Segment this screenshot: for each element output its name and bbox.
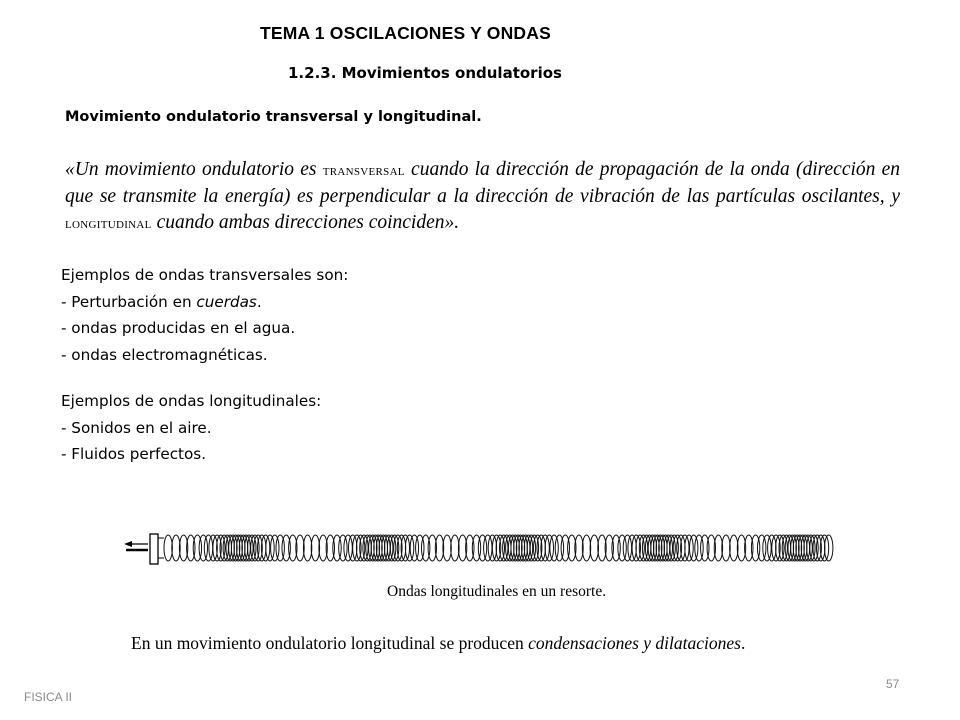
list-item-prefix: - Perturbación en xyxy=(61,292,197,311)
transversal-term: transversal xyxy=(322,163,405,179)
arrow-icon xyxy=(124,541,148,550)
conclusion-statement xyxy=(131,633,745,654)
spring-coil xyxy=(451,535,459,561)
figure-caption: Ondas longitudinales en un resorte. xyxy=(387,583,607,600)
list-item-suffix: . xyxy=(256,292,262,311)
longitudinal-term: longitudinal xyxy=(65,216,152,232)
statement-emphasis: condensaciones y dilataciones xyxy=(528,633,741,653)
statement-text: En un movimiento ondulatorio longitudinal se producen xyxy=(131,633,529,653)
spring-coil xyxy=(164,535,172,561)
spring-coil xyxy=(763,535,771,561)
spring-coil xyxy=(701,535,709,561)
list-item: - ondas electromagnéticas. xyxy=(61,345,268,364)
section-heading: Movimiento ondulatorio transversal y longitudinal. xyxy=(65,109,482,125)
quote-text-1: «Un movimiento ondulatorio es xyxy=(65,159,323,180)
spring-coil xyxy=(758,535,766,561)
section-number-title: 1.2.3. Movimientos ondulatorios xyxy=(288,64,562,82)
statement-suffix: . xyxy=(740,633,746,653)
list-item: - Fluidos perfectos. xyxy=(61,445,207,463)
spring-handle xyxy=(150,534,158,564)
spring-coil xyxy=(282,535,290,561)
transverse-heading: Ejemplos de ondas transversales son: xyxy=(61,266,349,284)
spring-coil xyxy=(339,535,347,561)
spring-coil xyxy=(623,535,631,561)
definition-quote xyxy=(65,157,900,237)
spring-coil xyxy=(410,535,418,561)
longitudinal-heading: Ejemplos de ondas longitudinales: xyxy=(61,392,322,410)
list-item-emphasis: cuerdas xyxy=(196,292,257,311)
spring-coil xyxy=(422,535,430,561)
spring-coil xyxy=(550,535,558,561)
list-item xyxy=(61,289,348,316)
page-number: 57 xyxy=(886,677,900,691)
page-title: TEMA 1 OSCILACIONES Y ONDAS xyxy=(260,23,551,43)
spring-coil xyxy=(199,535,207,561)
spring-coil xyxy=(271,535,279,561)
spring-coil xyxy=(730,535,738,561)
footer-course-label: FISICA II xyxy=(24,690,73,704)
spring-coil xyxy=(590,535,598,561)
quote-text-3: cuando ambas direcciones coinciden». xyxy=(151,212,460,233)
transverse-examples xyxy=(61,262,348,368)
quote-text-2: cuando la dirección de propagación de la onda (dirección en que se transmite la energía) es perpendicular a la dirección de vibración de las partículas oscilantes, y xyxy=(65,159,901,207)
spring-coil xyxy=(311,535,319,561)
spring-coil xyxy=(561,535,569,561)
list-item: - ondas producidas en el agua. xyxy=(61,319,296,337)
spring-coils xyxy=(164,535,833,561)
spring-coil xyxy=(478,535,486,561)
spring-illustration xyxy=(122,528,834,568)
list-item: - Sonidos en el aire. xyxy=(61,418,212,437)
spring-coil xyxy=(618,535,626,561)
longitudinal-examples xyxy=(61,388,321,468)
